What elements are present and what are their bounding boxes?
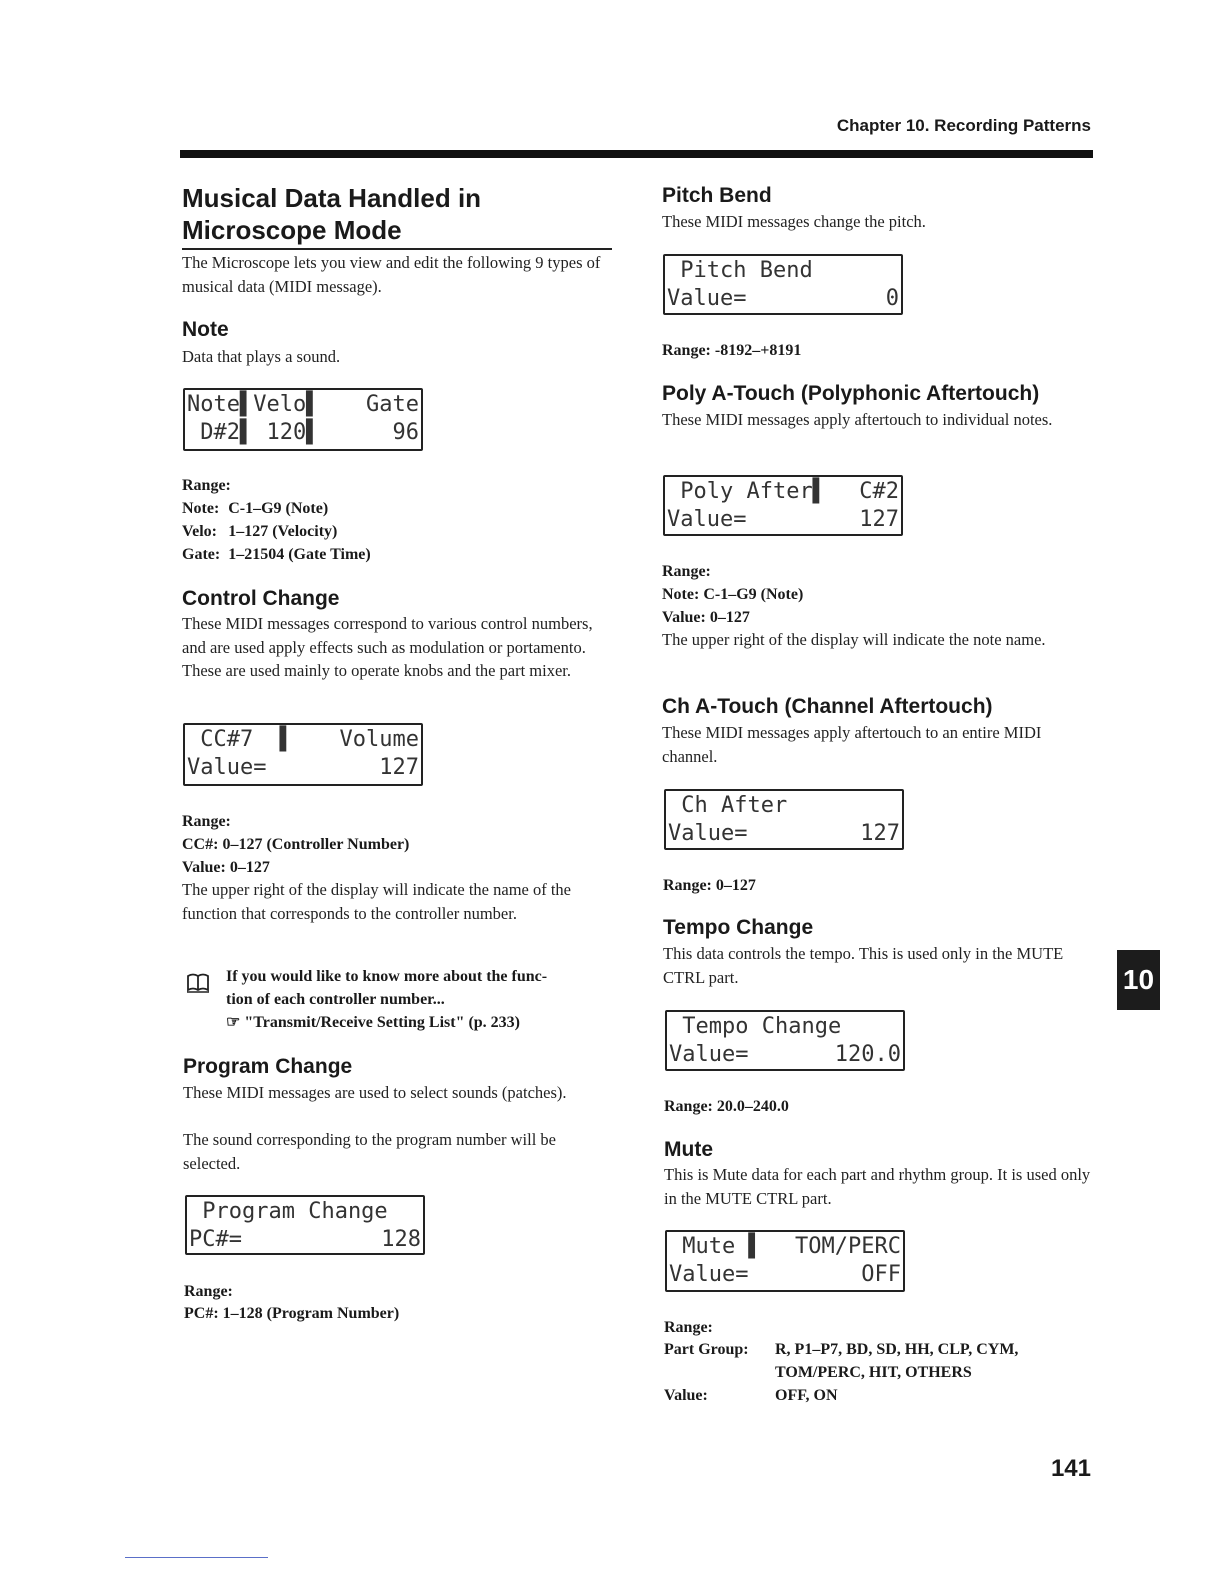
intro-text: The Microscope lets you view and edit the following 9 types of musical data (MIDI message). [182,253,601,296]
header-rule [180,150,1093,158]
lcd-text: 120.0 [834,1042,901,1067]
lcd-text: Note▌Velo▌ [187,392,320,417]
chapter-header: Chapter 10. Recording Patterns [836,116,1091,135]
mute-value-key: Value: [664,1387,708,1404]
control-change-heading: Control Change [182,587,340,610]
pitch-bend-range: Range: -8192–+8191 [662,342,802,359]
range-key: Gate: [182,546,221,563]
poly-range-value: Value: 0–127 [662,609,750,626]
pitch-bend-desc: These MIDI messages change the pitch. [662,212,926,231]
control-change-lcd [183,723,423,786]
lcd-text: 96 [392,420,419,445]
note-desc: Data that plays a sound. [182,347,341,366]
range-key: Velo: [182,523,217,540]
range-value: 1–127 (Velocity) [228,523,338,540]
note-range-list [182,497,371,566]
lcd-text: Value= [669,1262,749,1287]
ch-touch-lcd [664,789,904,850]
note-heading: Note [182,318,229,341]
lcd-text: Program Change [189,1199,388,1224]
lcd-text: 127 [860,821,900,846]
note-range-label: Range: [182,477,231,494]
lcd-text: Ch After [668,793,788,818]
pc-range-label: Range: [184,1283,233,1300]
mute-heading: Mute [664,1138,713,1161]
mute-lcd [665,1230,905,1292]
lcd-text: Mute ▌ [669,1234,762,1259]
lcd-text: Value= [667,286,747,311]
lcd-text: Poly After▌ [667,479,826,504]
book-icon [186,973,210,993]
program-change-heading: Program Change [183,1055,353,1078]
lcd-text: Tempo Change [669,1014,842,1039]
mute-desc: This is Mute data for each part and rhythm group. It is used only in the MUTE CTRL part. [664,1165,1091,1208]
mute-part-group-value-2: TOM/PERC, HIT, OTHERS [775,1364,972,1381]
tip-reference-link: ☞ "Transmit/Receive Setting List" (p. 233) [226,1014,520,1031]
poly-range-label: Range: [662,563,711,580]
poly-after-text: The upper right of the display will indicate the note name. [662,630,1046,649]
lcd-text: OFF [861,1262,901,1287]
lcd-text: Pitch Bend [667,258,813,283]
cc-after-text: The upper right of the display will indicate the name of the function that corresponds to the controller number. [182,880,572,923]
poly-touch-heading: Poly A-Touch (Polyphonic Aftertouch) [662,382,1040,405]
poly-range-note: Note: C-1–G9 (Note) [662,586,804,603]
lcd-text: C#2 [859,479,899,504]
pitch-bend-lcd [663,254,903,315]
chapter-tab: 10 [1117,950,1160,1010]
lcd-text: Gate [366,392,419,417]
lcd-text: PC#= [189,1227,242,1252]
lcd-text: 128 [381,1227,421,1252]
cc-range-label: Range: [182,813,231,830]
program-change-desc-1: These MIDI messages are used to select sounds (patches). [183,1083,567,1102]
lcd-text: D#2▌ 120▌ [187,420,320,445]
page-title: Musical Data Handled in Microscope Mode [182,182,612,250]
tempo-lcd [665,1010,905,1071]
page-number: 141 [1050,1455,1091,1482]
lcd-text: 127 [859,507,899,532]
tip-text-2: tion of each controller number... [226,991,445,1008]
ch-touch-range: Range: 0–127 [663,877,756,894]
control-change-desc: These MIDI messages correspond to various control numbers, and are used apply effects such as modulation or portamento. These are used mainly to operate knobs and the part mixer. [182,614,593,680]
lcd-text: 0 [885,286,899,311]
mute-part-group-key: Part Group: [664,1341,749,1358]
cc-range-value: Value: 0–127 [182,859,270,876]
lcd-text: Value= [187,755,267,780]
note-lcd [183,388,423,451]
lcd-text: Volume [339,727,419,752]
lcd-text: Value= [669,1042,749,1067]
tempo-range: Range: 20.0–240.0 [664,1098,789,1115]
program-change-lcd [185,1195,425,1255]
mute-value-value: OFF, ON [775,1387,838,1404]
range-value: C-1–G9 (Note) [228,500,329,517]
lcd-text: 127 [379,755,419,780]
tip-text-1: If you would like to know more about the func- [226,968,548,985]
mute-range-label: Range: [664,1319,713,1336]
range-value: 1–21504 (Gate Time) [228,546,371,563]
pc-range-value: PC#: 1–128 (Program Number) [184,1305,400,1322]
poly-touch-desc: These MIDI messages apply aftertouch to individual notes. [662,410,1053,429]
range-key: Note: [182,500,220,517]
cc-range-cc: CC#: 0–127 (Controller Number) [182,836,410,853]
program-change-desc-2: The sound corresponding to the program number will be selected. [183,1130,556,1173]
bottom-rule [125,1557,268,1558]
poly-touch-lcd [663,475,903,536]
ch-touch-desc: These MIDI messages apply aftertouch to an entire MIDI channel. [662,723,1042,766]
lcd-text: CC#7 ▌ [187,727,293,752]
mute-part-group-value-1: R, P1–P7, BD, SD, HH, CLP, CYM, [775,1341,1019,1358]
lcd-text: TOM/PERC [795,1234,901,1259]
lcd-text: Value= [668,821,748,846]
lcd-text: Value= [667,507,747,532]
tempo-desc: This data controls the tempo. This is used only in the MUTE CTRL part. [663,944,1064,987]
ch-touch-heading: Ch A-Touch (Channel Aftertouch) [662,695,993,718]
tempo-heading: Tempo Change [663,916,814,939]
pitch-bend-heading: Pitch Bend [662,184,772,207]
